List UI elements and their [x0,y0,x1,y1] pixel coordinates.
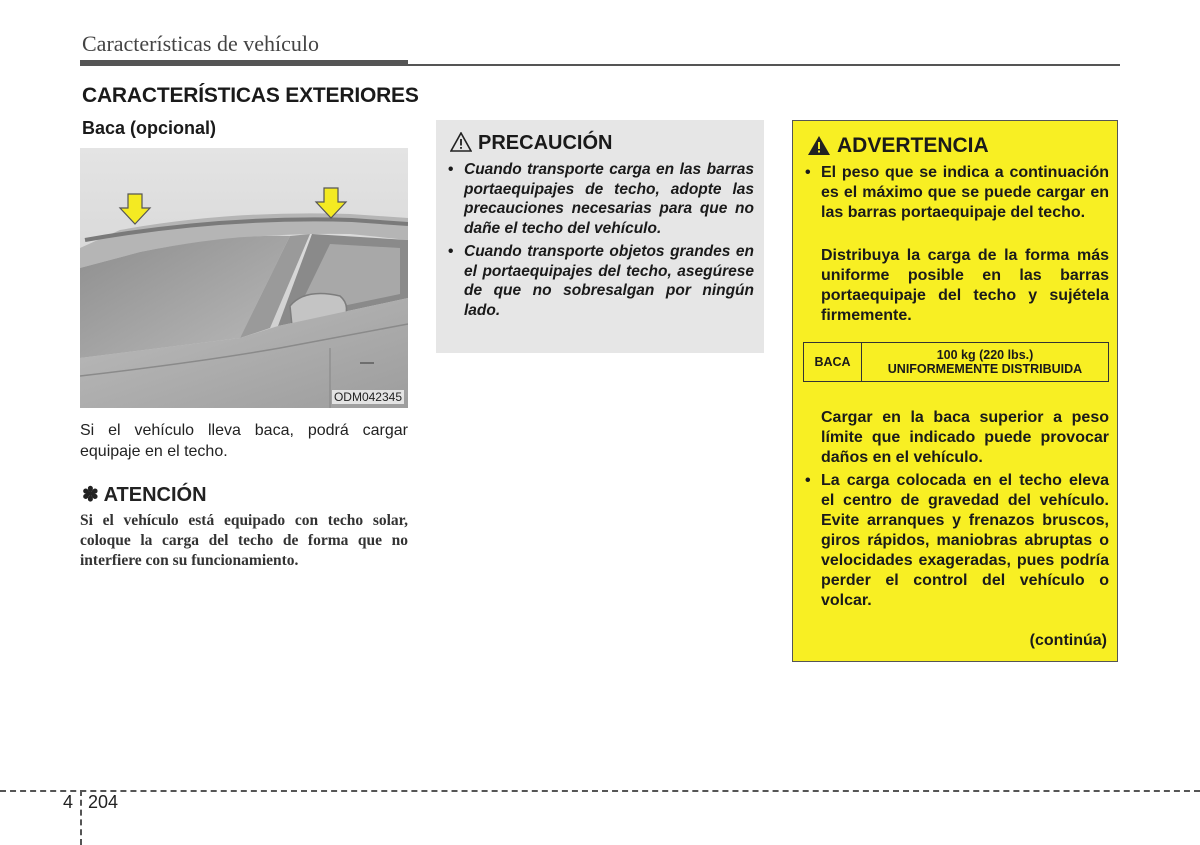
footer-rule [0,790,1200,792]
table-value-line: UNIFORMEMENTE DISTRIBUIDA [887,362,1083,376]
header-rule-thin [408,64,1120,66]
caution-box [436,120,764,353]
chapter-number: 4 [63,792,74,812]
warning-paragraph: • El peso que se indica a continuación es el máximo que se puede cargar en las barras portaequipaje del techo. [821,163,1109,223]
page-heading: CARACTERÍSTICAS EXTERIORES [82,84,419,107]
warning-paragraph: • La carga colocada en el techo eleva el centro de gravedad del vehículo. Evite arranques y frenazos bruscos, giros rápidos, maniobras abruptas o velocidades exageradas, pues podría perder el control del vehículo o volcar. [821,471,1109,611]
page-number: 204 [88,792,119,812]
section-title: Características de vehículo [82,31,320,56]
warning-paragraph: Distribuya la carga de la forma más uniforme posible en las barras portaequipaje del techo y sujétela firmemente. [821,247,1109,324]
footer-divider [80,790,82,845]
warning-title: ADVERTENCIA [837,134,989,157]
warning-heading [807,134,989,158]
note-title: ✽ ATENCIÓN [82,484,207,506]
caution-title: PRECAUCIÓN [478,132,613,154]
car-roof-illustration [80,148,408,408]
table-label: BACA [804,343,862,382]
table-value-line: 100 kg (220 lbs.) [936,348,1034,362]
table-value [862,343,1109,382]
warning-paragraph: Cargar en la baca superior a peso límite que indicado puede provocar daños en el vehículo. [821,409,1109,466]
subheading: Baca (opcional) [82,118,217,138]
header-rule-thick [80,60,408,66]
warning-box [792,120,1118,662]
warning-triangle-icon [807,135,831,156]
caution-heading [450,132,612,155]
list-item: • Cuando transporte objetos grandes en el portaequipajes del techo, asegúrese de que no sobresalgan por ningún lado. [448,242,754,320]
list-item: • Cuando transporte carga en las barras portaequipajes de techo, adopte las precauciones necesarias para que no dañe el techo del vehículo. [448,160,754,238]
roof-rack-figure [80,148,408,408]
continue-label: (continúa) [1029,632,1107,649]
note-text: Si el vehículo está equipado con techo solar, coloque la carga del techo de forma que no interfiere con su funcionamiento. [80,512,408,569]
body-paragraph: Si el vehículo lleva baca, podrá cargar equipaje en el techo. [80,422,408,460]
figure-code: ODM042345 [333,390,402,404]
caution-list [448,160,754,324]
warning-triangle-icon [450,132,472,152]
load-spec-table [803,342,1109,382]
